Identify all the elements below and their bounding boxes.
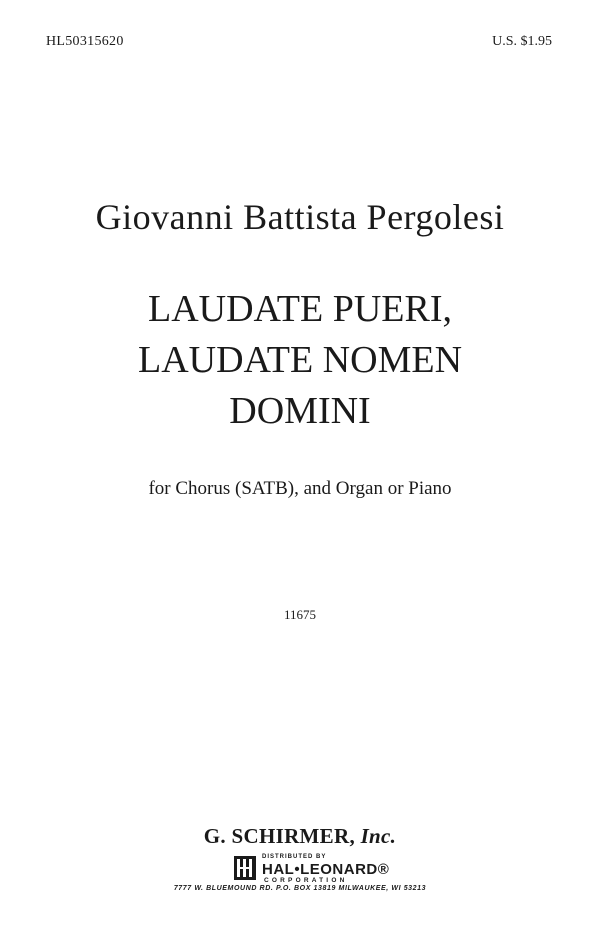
- publisher-name-text: G. SCHIRMER,: [203, 824, 355, 848]
- price-label: U.S. $1.95: [492, 34, 552, 49]
- distributor-address: 7777 W. BLUEMOUND RD. P.O. BOX 13819 MILWAUKEE, WI 53213: [173, 885, 427, 892]
- distributor-name: HAL•LEONARD®: [262, 861, 390, 878]
- publisher-suffix: Inc.: [360, 824, 397, 848]
- distributor-block: [234, 854, 414, 886]
- title-line-3: DOMINI: [229, 390, 371, 432]
- title-line-1: LAUDATE PUERI,: [148, 288, 452, 330]
- hal-leonard-logo-icon: [234, 856, 256, 880]
- instrumentation-subtitle: for Chorus (SATB), and Organ or Piano: [148, 478, 452, 499]
- work-title: [0, 284, 600, 437]
- distributed-by-label: DISTRIBUTED BY: [262, 854, 327, 860]
- composer-name: Giovanni Battista Pergolesi: [95, 197, 505, 237]
- catalog-number: HL50315620: [46, 34, 124, 49]
- title-line-2: LAUDATE NOMEN: [137, 339, 463, 381]
- edition-number: 11675: [283, 607, 317, 622]
- distributor-corporation: CORPORATION: [264, 877, 348, 884]
- publisher-name: [0, 824, 600, 849]
